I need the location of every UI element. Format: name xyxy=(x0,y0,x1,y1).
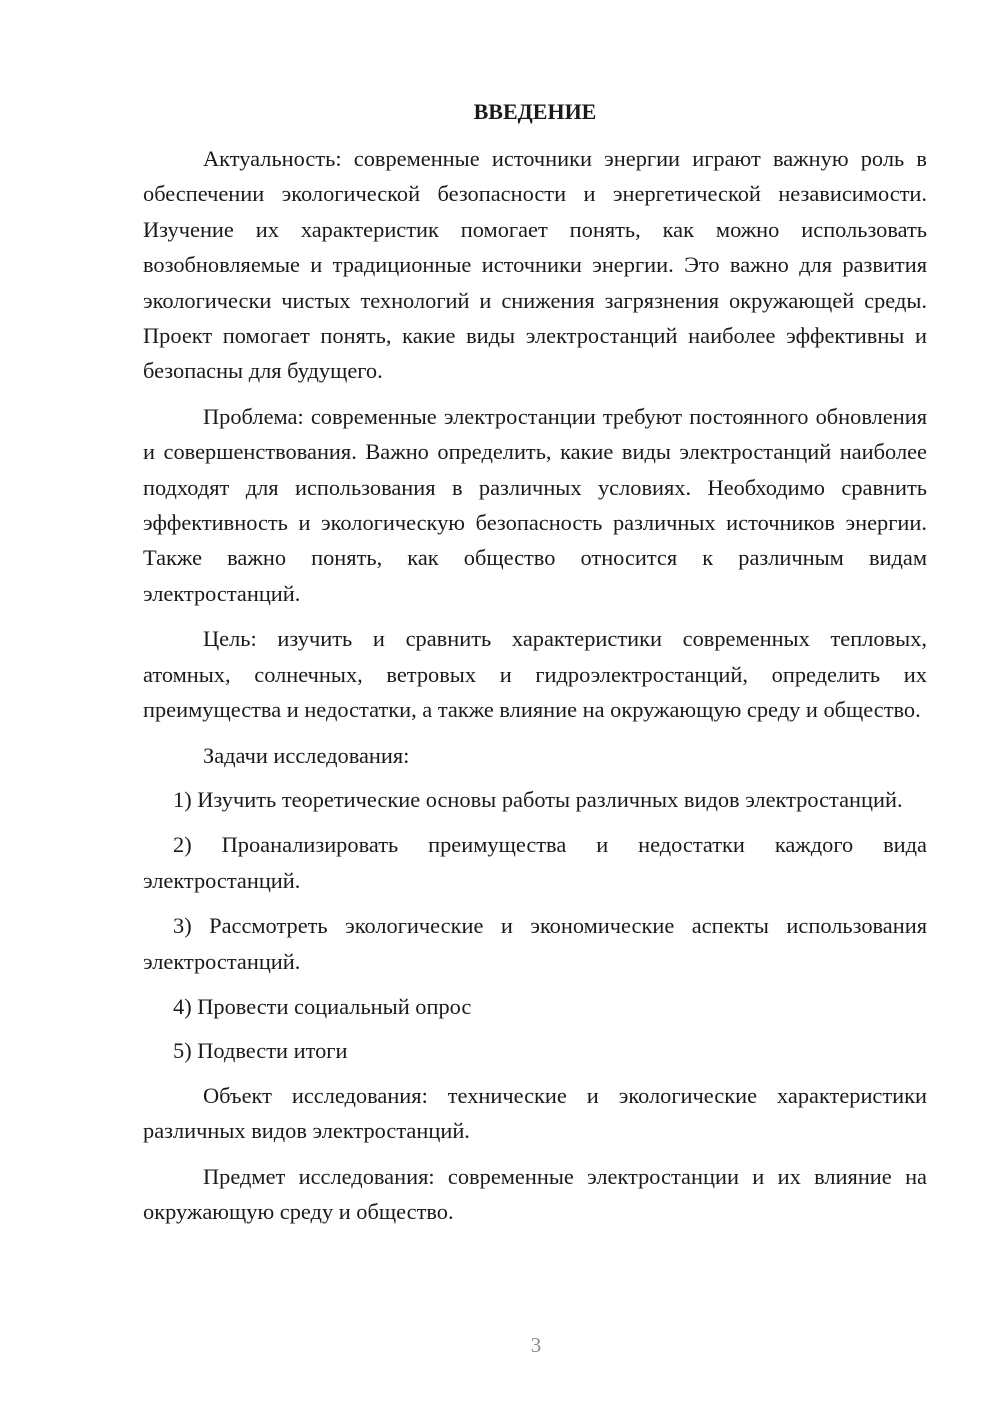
task-item-4: 4) Провести социальный опрос xyxy=(173,993,472,1019)
task-item-2: 2) Проанализировать преимущества и недостатки каждого вида электростанций. xyxy=(143,832,927,893)
page-title: ВВЕДЕНИЕ xyxy=(473,99,597,124)
task-item-5: 5) Подвести итоги xyxy=(173,1038,348,1064)
page-number: 3 xyxy=(530,1333,542,1357)
task-item-3: 3) Рассмотреть экологические и экономические аспекты использования электростанций. xyxy=(143,913,927,974)
paragraph-object: Объект исследования: технические и экологические характеристики различных видов электростанций. xyxy=(143,1082,927,1144)
task-item-1: 1) Изучить теоретические основы работы различных видов электростанций. xyxy=(173,786,903,812)
paragraph-relevance: Актуальность: современные источники энергии играют важную роль в обеспечении экологической безопасности и энергетической независимости. Изучение их характеристик помогает понять, как можно использовать возобновляемые и традиционные источники энергии. Это важно для развития экологически чистых технологий и снижения загрязнения окружающей среды. Проект помогает понять, какие виды электростанций наиболее эффективны и безопасны для будущего. xyxy=(143,146,927,384)
page-content xyxy=(143,94,927,1239)
paragraph-problem: Проблема: современные электростанции требуют постоянного обновления и совершенствования. Важно определить, какие виды электростанций наиболее подходят для использования в различных условиях. Необходимо сравнить эффективность и экологическую безопасность различных источников энергии. Также важно понять, как общество относится к различным видам электростанций. xyxy=(143,403,927,606)
paragraph-subject: Предмет исследования: современные электростанции и их влияние на окружающую среду и общество. xyxy=(143,1163,927,1224)
paragraph-goal: Цель: изучить и сравнить характеристики современных тепловых, атомных, солнечных, ветровых и гидроэлектростанций, определить их преимущества и недостатки, а также влияние на окружающую среду и общество. xyxy=(143,626,927,723)
tasks-heading: Задачи исследования: xyxy=(203,742,410,768)
